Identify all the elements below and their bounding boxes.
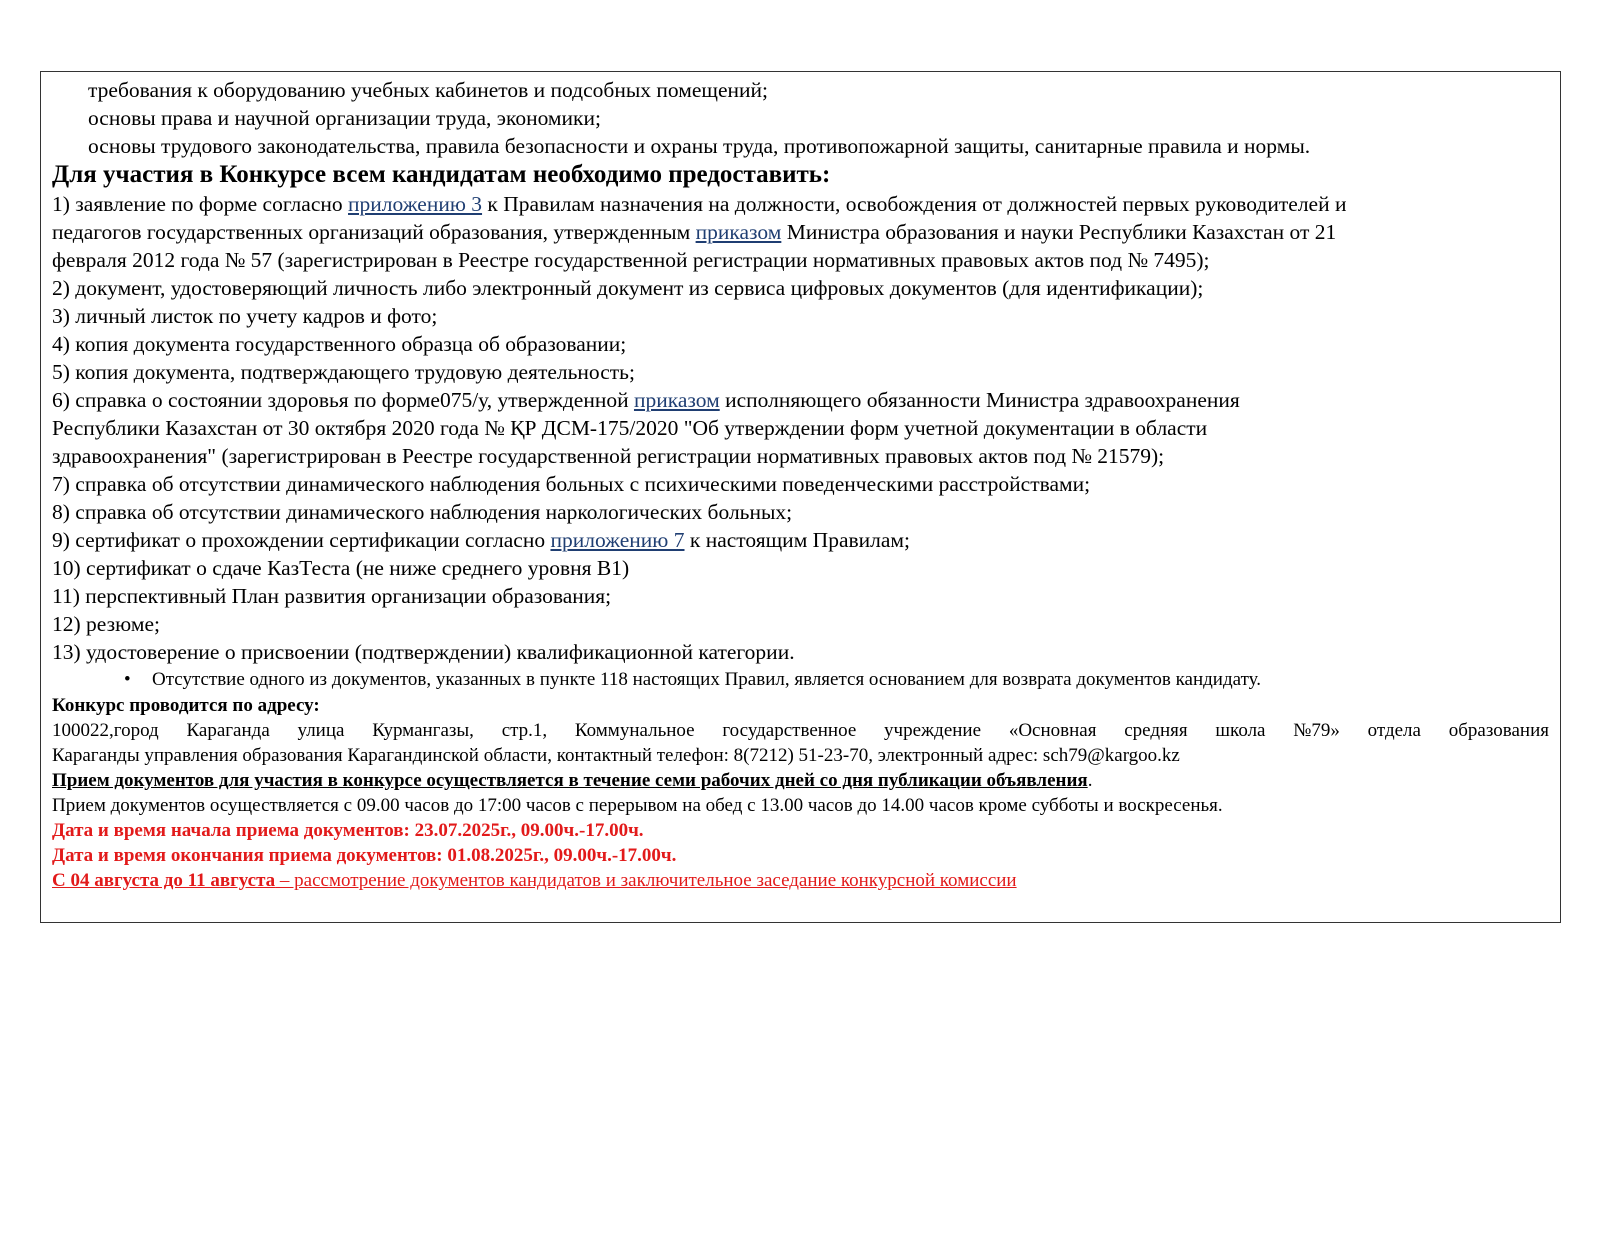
- address-word: №79»: [1293, 720, 1340, 741]
- item-text: Министра образования и науки Республики Казахстан от 21: [781, 220, 1337, 244]
- list-item-1-cont: [52, 218, 1549, 246]
- bullet-note: [52, 666, 1549, 693]
- address-word: 100022,город: [52, 720, 159, 741]
- list-item-6: [52, 386, 1549, 414]
- intro-line: основы трудового законодательства, правила безопасности и охраны труда, противопожарной защиты, санитарные правила и нормы.: [88, 134, 1311, 158]
- intro-line: требования к оборудованию учебных кабинетов и подсобных помещений;: [88, 78, 769, 102]
- list-item-6-cont: здравоохранения" (зарегистрирован в Реестре государственной регистрации нормативных правовых актов под № 21579);: [52, 444, 1165, 468]
- list-item-4: 4) копия документа государственного образца об образовании;: [52, 332, 627, 356]
- reception-bold-text: Прием документов для участия в конкурсе осуществляется в течение семи рабочих дней со дня публикации объявления: [52, 770, 1088, 791]
- review-line: [52, 868, 1549, 893]
- list-item-10: 10) сертификат о сдаче КазТеста (не ниже среднего уровня B1): [52, 556, 630, 580]
- list-item-7: 7) справка об отсутствии динамического наблюдения больных с психическими поведенческими расстройствами;: [52, 472, 1091, 496]
- address-word: образования: [1448, 720, 1549, 741]
- requirements-heading: Для участия в Конкурсе всем кандидатам необходимо предоставить:: [52, 161, 831, 188]
- list-item-12: 12) резюме;: [52, 612, 160, 636]
- list-item-2: 2) документ, удостоверяющий личность либо электронный документ из сервиса цифровых документов (для идентификации);: [52, 276, 1204, 300]
- item-text: исполняющего обязанности Министра здравоохранения: [719, 388, 1240, 412]
- address-word: стр.1,: [501, 720, 548, 741]
- document-frame: [40, 71, 1561, 923]
- address-word: отдела: [1367, 720, 1421, 741]
- review-text: – рассмотрение документов кандидатов и заключительное заседание конкурсной комиссии: [275, 870, 1017, 891]
- list-item-3: 3) личный листок по учету кадров и фото;: [52, 304, 438, 328]
- reception-period: .: [1087, 770, 1093, 791]
- item-text: к настоящим Правилам;: [684, 528, 910, 552]
- address-word: учреждение: [884, 720, 982, 741]
- bullet-text: Отсутствие одного из документов, указанных в пункте 118 настоящих Правил, является основанием для возврата документов кандидату.: [152, 669, 1261, 690]
- address-word: «Основная: [1008, 720, 1097, 741]
- item-text: 6) справка о состоянии здоровья по форме075/у, утвержденной: [52, 388, 634, 412]
- list-item-11: 11) перспективный План развития организации образования;: [52, 584, 612, 608]
- appendix-7-link[interactable]: приложению 7: [550, 528, 685, 552]
- address-word: Курмангазы,: [372, 720, 474, 741]
- health-order-link[interactable]: приказом: [633, 388, 720, 412]
- address-word: Караганда: [186, 720, 270, 741]
- item-text: 1) заявление по форме согласно: [52, 192, 349, 216]
- address-line-2: Караганды управления образования Карагандинской области, контактный телефон: 8(7212) 51-23-70, электронный адрес: sch79@kargoo.kz: [52, 745, 1180, 766]
- item-text: к Правилам назначения на должности, освобождения от должностей первых руководителей и: [482, 192, 1347, 216]
- address-word: государственное: [722, 720, 857, 741]
- schedule-line: Прием документов осуществляется с 09.00 часов до 17:00 часов с перерывом на обед с 13.00 часов до 14.00 часов кроме субботы и воскресенья.: [52, 795, 1223, 816]
- address-line-1: [52, 718, 1549, 743]
- address-word: школа: [1215, 720, 1266, 741]
- item-text: 9) сертификат о прохождении сертификации согласно: [52, 528, 551, 552]
- list-item-1: [52, 190, 1549, 218]
- order-link[interactable]: приказом: [695, 220, 782, 244]
- list-item-5: 5) копия документа, подтверждающего трудовую деятельность;: [52, 360, 635, 384]
- review-dates: С 04 августа до 11 августа: [52, 870, 276, 891]
- address-word: Коммунальное: [574, 720, 695, 741]
- list-item-1-cont: февраля 2012 года № 57 (зарегистрирован в Реестре государственной регистрации нормативных правовых актов под № 7495);: [52, 248, 1210, 272]
- address-word: улица: [297, 720, 345, 741]
- end-date-line: Дата и время окончания приема документов: 01.08.2025г., 09.00ч.-17.00ч.: [52, 845, 677, 866]
- reception-notice: [52, 768, 1549, 793]
- address-word: средняя: [1124, 720, 1188, 741]
- appendix-3-link[interactable]: приложению 3: [348, 192, 483, 216]
- list-item-13: 13) удостоверение о присвоении (подтверждении) квалификационной категории.: [52, 640, 795, 664]
- intro-line: основы права и научной организации труда, экономики;: [88, 106, 601, 130]
- list-item-9: [52, 526, 1549, 554]
- address-title: Конкурс проводится по адресу:: [52, 695, 320, 716]
- bullet-icon: •: [124, 669, 131, 690]
- list-item-6-cont: Республики Казахстан от 30 октября 2020 года № ҚР ДСМ-175/2020 "Об утверждении форм учетной документации в области: [52, 416, 1208, 440]
- item-text: педагогов государственных организаций образования, утвержденным: [52, 220, 696, 244]
- list-item-8: 8) справка об отсутствии динамического наблюдения наркологических больных;: [52, 500, 793, 524]
- start-date-line: Дата и время начала приема документов: 23.07.2025г., 09.00ч.-17.00ч.: [52, 820, 644, 841]
